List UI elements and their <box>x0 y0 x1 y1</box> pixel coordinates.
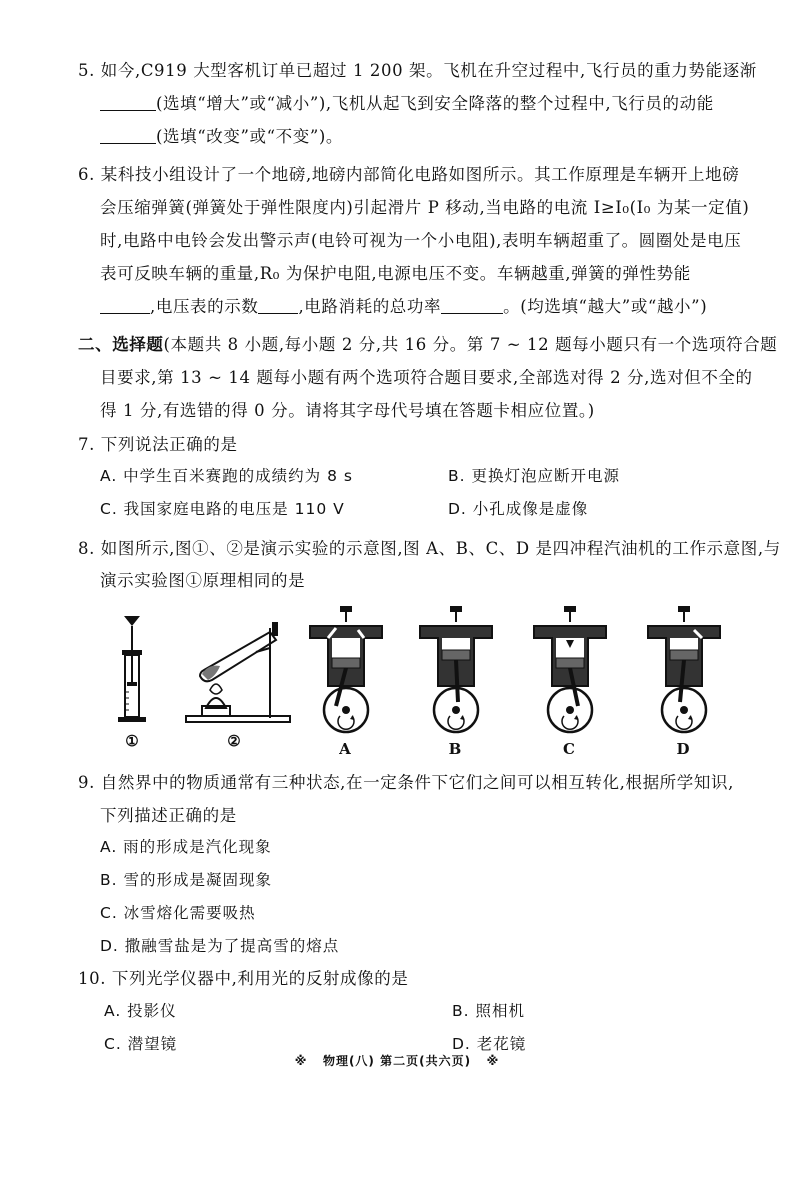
answer-blank[interactable] <box>100 94 156 111</box>
q10-option-a[interactable]: A. 投影仪 <box>104 1002 177 1020</box>
q5-line1: 5. 如今,C919 大型客机订单已超过 1 200 架。飞机在升空过程中,飞行员的重力势能逐渐 <box>78 61 757 80</box>
compression-syringe-figure <box>112 612 152 732</box>
q7-stem: 7. 下列说法正确的是 <box>78 435 238 454</box>
q10-option-b[interactable]: B. 照相机 <box>452 1002 525 1020</box>
engine-c-figure <box>530 606 610 736</box>
q6-line2: 会压缩弹簧(弹簧处于弹性限度内)引起滑片 P 移动,当电路的电流 I≥I₀(I₀ 为某一定值) <box>100 198 750 217</box>
engine-b-figure <box>416 606 496 736</box>
q10-stem: 10. 下列光学仪器中,利用光的反射成像的是 <box>78 969 409 988</box>
q6-line4: 表可反映车辆的重量,R₀ 为保护电阻,电源电压不变。车辆越重,弹簧的弹性势能 <box>100 264 691 283</box>
q9-option-b[interactable]: B. 雪的形成是凝固现象 <box>100 871 272 889</box>
q5-line3: (选填“改变”或“不变”)。 <box>100 126 343 148</box>
q6-line1: 6. 某科技小组设计了一个地磅,地磅内部简化电路如图所示。其工作原理是车辆开上地磅 <box>78 165 740 184</box>
section-title: 二、选择题 <box>78 335 164 354</box>
answer-blank[interactable] <box>100 127 156 144</box>
q9-option-a[interactable]: A. 雨的形成是汽化现象 <box>100 838 272 856</box>
figure-label-2: ② <box>227 732 241 750</box>
figure-label-d: D <box>676 740 690 758</box>
answer-blank[interactable] <box>100 297 150 314</box>
q9-line1: 9. 自然界中的物质通常有三种状态,在一定条件下它们之间可以相互转化,根据所学知识, <box>78 773 734 792</box>
q8-line2: 演示实验图①原理相同的是 <box>100 571 306 590</box>
q7-option-c[interactable]: C. 我国家庭电路的电压是 110 V <box>100 500 345 518</box>
section2-line2: 目要求,第 13 ~ 14 题每小题有两个选项符合题目要求,全部选对得 2 分,选对但不全的 <box>100 368 753 387</box>
footer-mark-right: ※ <box>486 1054 500 1068</box>
q6-line5: ,电压表的示数 ,电路消耗的总功率 。(均选填“越大”或“越小”) <box>100 296 707 318</box>
answer-blank[interactable] <box>258 297 298 314</box>
answer-blank[interactable] <box>441 297 503 314</box>
engine-a-figure <box>306 606 386 736</box>
q10-option-d[interactable]: D. 老花镜 <box>452 1035 527 1053</box>
footer-text: 物理(八) 第二页(共六页) <box>322 1054 472 1068</box>
q8-line1: 8. 如图所示,图①、②是演示实验的示意图,图 A、B、C、D 是四冲程汽油机的工作示意图,与 <box>78 539 781 558</box>
page-footer <box>0 1052 794 1069</box>
q7-option-d[interactable]: D. 小孔成像是虚像 <box>448 500 589 518</box>
q10-option-c[interactable]: C. 潜望镜 <box>104 1035 178 1053</box>
footer-mark-left: ※ <box>294 1054 308 1068</box>
q5-line2: (选填“增大”或“减小”),飞机从起飞到安全降落的整个过程中,飞行员的动能 <box>100 93 714 115</box>
q6-line3: 时,电路中电铃会发出警示声(电铃可视为一个小电阻),表明车辆超重了。圆圈处是电压 <box>100 231 742 250</box>
q7-option-b[interactable]: B. 更换灯泡应断开电源 <box>448 467 620 485</box>
figure-label-1: ① <box>125 732 139 750</box>
section2-line3: 得 1 分,有选错的得 0 分。请将其字母代号填在答题卡相应位置。) <box>100 401 595 420</box>
figure-label-a: A <box>339 740 351 758</box>
section2-line1: 二、选择题(本题共 8 小题,每小题 2 分,共 16 分。第 7 ~ 12 题每小题只有一个选项符合题 <box>78 335 778 354</box>
figure-label-b: B <box>448 740 462 758</box>
q7-option-a[interactable]: A. 中学生百米赛跑的成绩约为 8 s <box>100 467 353 485</box>
test-tube-heating-figure <box>186 618 296 726</box>
figure-label-c: C <box>563 740 575 758</box>
q9-option-c[interactable]: C. 冰雪熔化需要吸热 <box>100 904 256 922</box>
q9-line2: 下列描述正确的是 <box>100 806 237 825</box>
engine-d-figure <box>644 606 724 736</box>
q9-option-d[interactable]: D. 撒融雪盐是为了提高雪的熔点 <box>100 937 340 955</box>
